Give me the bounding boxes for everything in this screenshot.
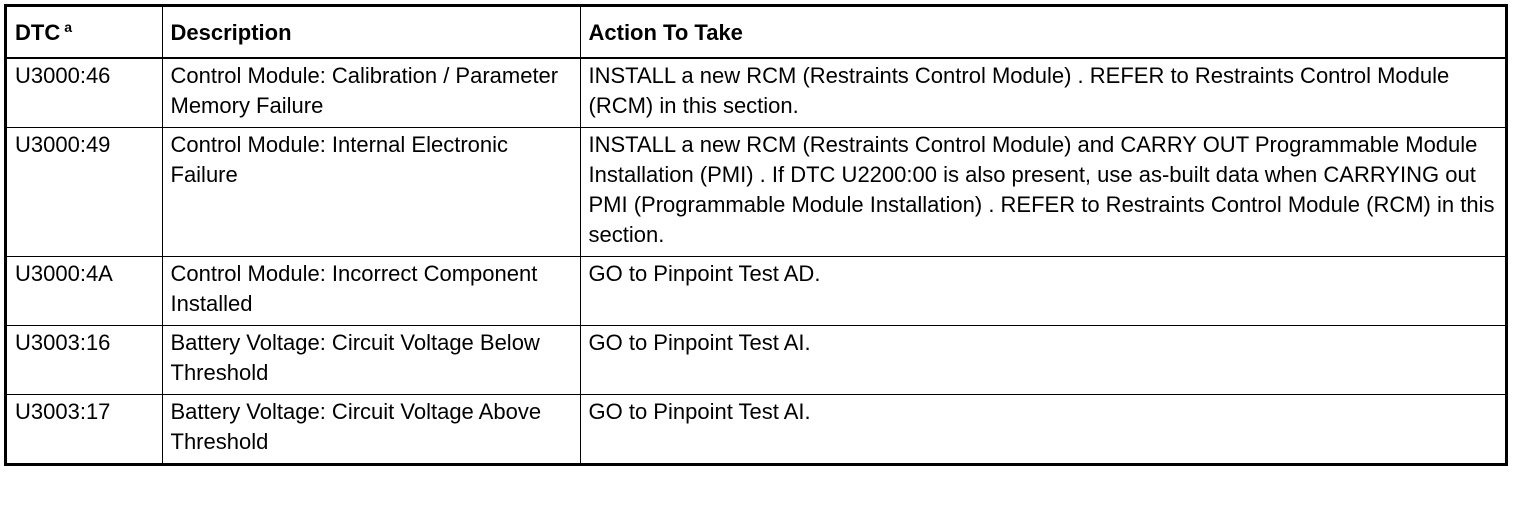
cell-description: Battery Voltage: Circuit Voltage Below Threshold [162,326,580,395]
table-row [7,128,1505,257]
header-dtc [7,7,162,58]
cell-description: Battery Voltage: Circuit Voltage Above Threshold [162,395,580,464]
table-header-row [7,7,1505,58]
cell-description: Control Module: Calibration / Parameter Memory Failure [162,58,580,128]
dtc-table-frame [4,4,1508,466]
cell-dtc: U3000:49 [7,128,162,257]
table-row [7,58,1505,128]
cell-dtc: U3000:4A [7,257,162,326]
cell-action: GO to Pinpoint Test AI. [580,395,1505,464]
cell-description: Control Module: Incorrect Component Installed [162,257,580,326]
cell-dtc: U3003:16 [7,326,162,395]
cell-action: INSTALL a new RCM (Restraints Control Module) and CARRY OUT Programmable Module Installation (PMI) . If DTC U2200:00 is also present, use as-built data when CARRYING out PMI (Programmable Module Installation) . REFER to Restraints Control Module (RCM) in this section. [580,128,1505,257]
cell-dtc: U3003:17 [7,395,162,464]
cell-dtc: U3000:46 [7,58,162,128]
cell-action: INSTALL a new RCM (Restraints Control Module) . REFER to Restraints Control Module (RCM) in this section. [580,58,1505,128]
table-row [7,257,1505,326]
table-row [7,395,1505,464]
cell-action: GO to Pinpoint Test AD. [580,257,1505,326]
header-description: Description [162,7,580,58]
cell-description: Control Module: Internal Electronic Failure [162,128,580,257]
header-dtc-footnote: a [64,19,73,35]
cell-action: GO to Pinpoint Test AI. [580,326,1505,395]
header-action: Action To Take [580,7,1505,58]
header-dtc-label: DTC [15,20,61,45]
table-row [7,326,1505,395]
dtc-table [7,7,1505,463]
